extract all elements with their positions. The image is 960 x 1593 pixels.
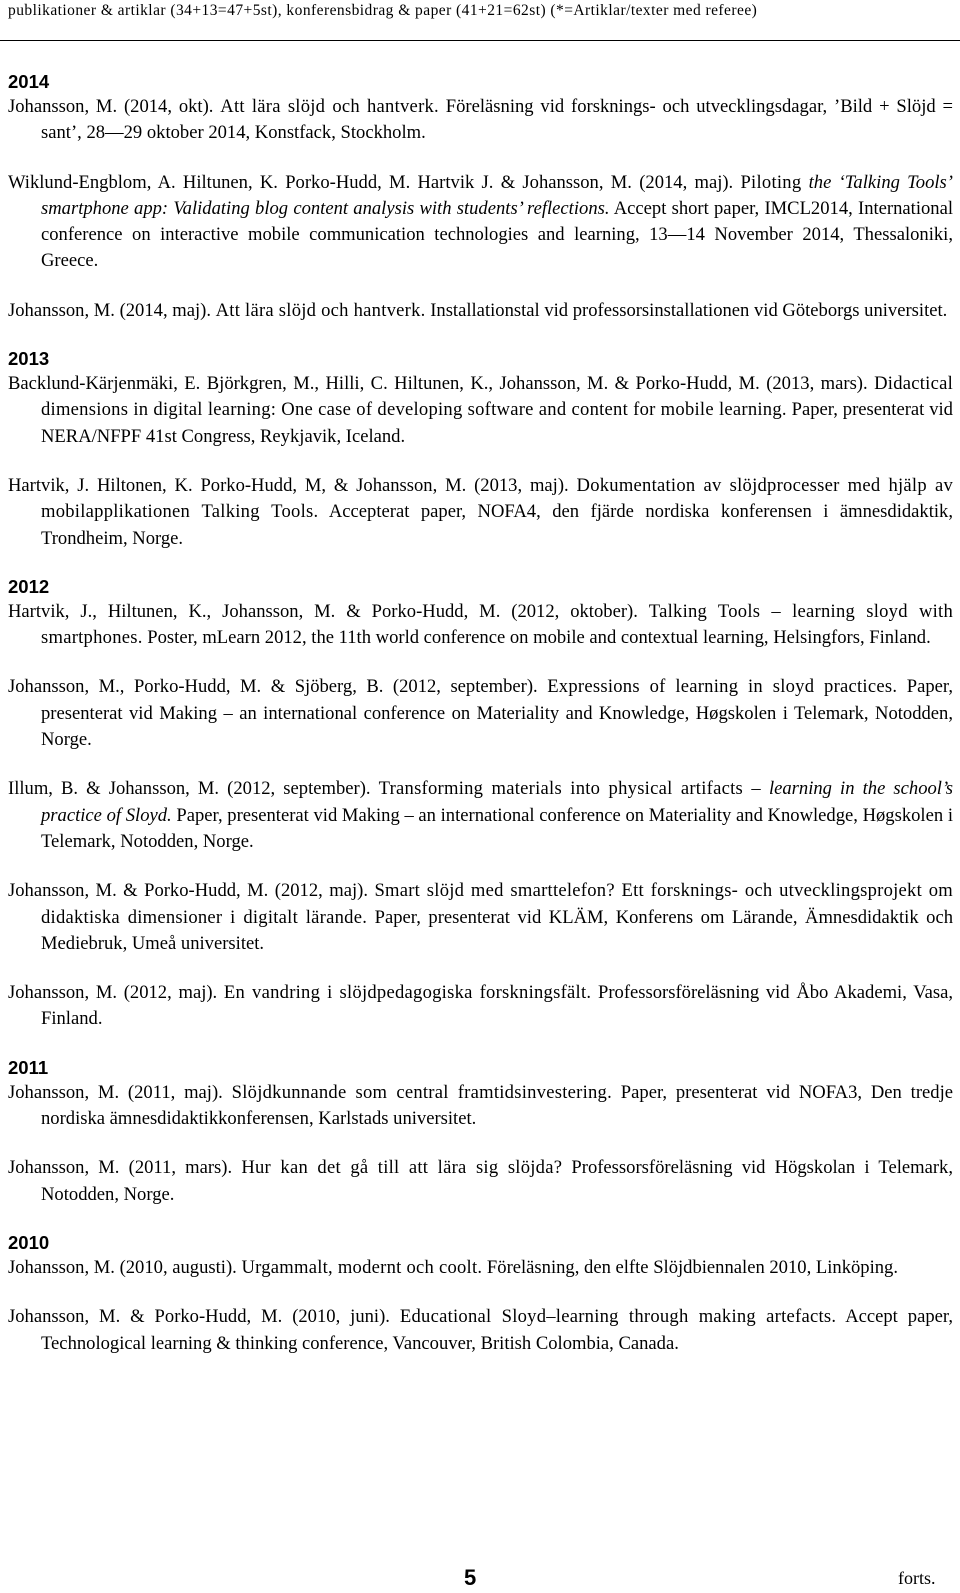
year-heading: 2014 <box>8 71 50 92</box>
entry-venue: Paper, presenterat vid Making – an international conference on Materiality and Knowledge, Høgskolen i Telemark, Notodden, Norge. <box>41 676 953 751</box>
entry-authors: Wiklund-Engblom, A. Hiltunen, K. Porko-Hudd, M. Hartvik J. & Johansson, M. (2014, maj). <box>8 171 741 193</box>
entry-authors: Johansson, M. (2010, augusti). <box>8 1256 242 1278</box>
year-heading: 2011 <box>8 1056 49 1078</box>
publication-entry <box>8 674 953 753</box>
publication-entry <box>8 878 953 957</box>
year-heading: 2013 <box>8 348 50 370</box>
entry-authors: Illum, B. & Johansson, M. (2012, september). <box>8 778 379 800</box>
publication-entry <box>8 94 953 147</box>
entry-venue: Poster, mLearn 2012, the 11th world conference on mobile and contextual learning, Helsingfors, Finland. <box>142 627 931 649</box>
entry-authors: Johansson, M. (2011, maj). <box>8 1081 232 1103</box>
entry-authors: Johansson, M. & Porko-Hudd, M. (2010, juni). <box>8 1306 400 1328</box>
publication-list <box>8 70 953 1357</box>
entry-title: Smart slöjd med smarttelefon? Ett forsknings- och utvecklingsprojekt om didaktiska dimensioner i digitalt lärande. <box>41 880 953 928</box>
entry-title: Att lära slöjd och hantverk. <box>220 96 439 117</box>
entry-authors: Hartvik, J., Hiltunen, K., Johansson, M. & Porko-Hudd, M. (2012, oktober). <box>8 600 649 622</box>
entry-title: Expressions of learning in sloyd practices. <box>547 676 898 698</box>
entry-title: Piloting <box>740 171 802 193</box>
entry-title-italic: the ‘Talking Tools’ smartphone app: Validating blog content analysis with students’ reflections. <box>41 171 953 219</box>
entry-title-italic: learning in the school’s practice of Sloyd. <box>41 778 953 826</box>
entry-venue: Paper, presenterat vid NOFA3, Den tredje nordiska ämnesdidaktikkonferensen, Karlstads universitet. <box>41 1081 953 1130</box>
header-divider <box>0 40 960 41</box>
entry-authors: Johansson, M. & Porko-Hudd, M. (2012, maj). <box>8 880 375 902</box>
entry-venue: Paper, presenterat vid Making – an international conference on Materiality and Knowledge, Høgskolen i Telemark, Notodden, Norge. <box>41 804 953 852</box>
entry-venue: Paper, presenterat vid KLÄM, Konferens om Lärande, Ämnesdidaktik och Mediebruk, Umeå universitet. <box>41 906 953 954</box>
page-header: publikationer & artiklar (34+13=47+5st), konferensbidrag & paper (41+21=62st) (*=Artiklar/texter med referee) <box>8 2 758 19</box>
entry-venue: Föreläsning vid forsknings- och utvecklingsdagar, ’Bild + Slöjd = sant’, 28—29 oktober 2014, Konstfack, Stockholm. <box>41 96 953 144</box>
publication-entry <box>8 1304 953 1357</box>
entry-venue: Accepterat paper, NOFA4, den fjärde nordiska konferensen i ämnesdidaktik, Trondheim, Norge. <box>41 501 953 549</box>
entry-title: Didactical dimensions in digital learning: One case of developing software and content for mobile learning. <box>41 373 953 421</box>
entry-venue: Professorsföreläsning vid Åbo Akademi, Vasa, Finland. <box>41 982 953 1030</box>
publication-entry <box>8 298 953 324</box>
year-heading: 2012 <box>8 575 50 597</box>
entry-title: Urgammalt, modernt och coolt. <box>241 1256 483 1278</box>
publication-entry <box>8 1080 953 1133</box>
publication-entry <box>8 473 953 552</box>
year-heading: 2010 <box>8 1231 50 1253</box>
entry-authors: Johansson, M., Porko-Hudd, M. & Sjöberg, B. (2012, september). <box>8 676 548 698</box>
entry-venue: Installationstal vid professorsinstallationen vid Göteborgs universitet. <box>425 299 948 321</box>
continued-marker: forts. <box>898 1568 936 1588</box>
entry-authors: Johansson, M. (2014, maj). <box>8 299 216 321</box>
entry-venue: Accept short paper, IMCL2014, International conference on interactive mobile communication technologies and learning, 13—14 November 2014, Thessaloniki, Greece. <box>41 197 953 272</box>
page-number: 5 <box>464 1565 477 1590</box>
publication-entry <box>8 599 953 652</box>
entry-title: Dokumentation av slöjdprocesser med hjälp av mobilapplikationen Talking Tools. <box>41 474 954 523</box>
entry-authors: Johansson, M. (2014, okt). <box>8 96 221 117</box>
entry-title: En vandring i slöjdpedagogiska forskningsfält. <box>223 982 592 1004</box>
entry-title: Slöjdkunnande som central framtidsinvestering. <box>231 1081 612 1103</box>
publication-entry <box>8 1155 953 1208</box>
publication-entry <box>8 980 953 1033</box>
publication-entry <box>8 371 953 450</box>
entry-authors: Hartvik, J. Hiltonen, K. Porko-Hudd, M, & Johansson, M. (2013, maj). <box>8 474 577 496</box>
entry-title: Hur kan det gå till att lära sig slöjda? <box>241 1157 563 1179</box>
entry-authors: Backlund-Kärjenmäki, E. Björkgren, M., Hilli, C. Hiltunen, K., Johansson, M. & Porko-Hudd, M. (2013, mars). <box>8 373 875 395</box>
publication-entry <box>8 776 953 855</box>
entry-authors: Johansson, M. (2011, mars). <box>8 1157 242 1179</box>
publication-entry <box>8 1255 953 1281</box>
entry-title: Talking Tools – learning sloyd with smartphones. <box>41 600 953 649</box>
publication-entry <box>8 170 953 275</box>
entry-venue: Accept paper, Technological learning & thinking conference, Vancouver, British Colombia, Canada. <box>41 1306 953 1354</box>
entry-title: Transforming materials into physical artifacts – <box>378 778 761 800</box>
entry-venue: Professorsföreläsning vid Högskolan i Telemark, Notodden, Norge. <box>41 1157 953 1205</box>
entry-title: Educational Sloyd–learning through making artefacts. <box>399 1306 837 1328</box>
entry-venue: Föreläsning, den elfte Slöjdbiennalen 2010, Linköping. <box>482 1256 898 1278</box>
entry-venue: Paper, presenterat vid NERA/NFPF 41st Congress, Reykjavik, Iceland. <box>41 399 953 447</box>
entry-title: Att lära slöjd och hantverk. <box>215 299 426 321</box>
entry-authors: Johansson, M. (2012, maj). <box>8 982 224 1004</box>
